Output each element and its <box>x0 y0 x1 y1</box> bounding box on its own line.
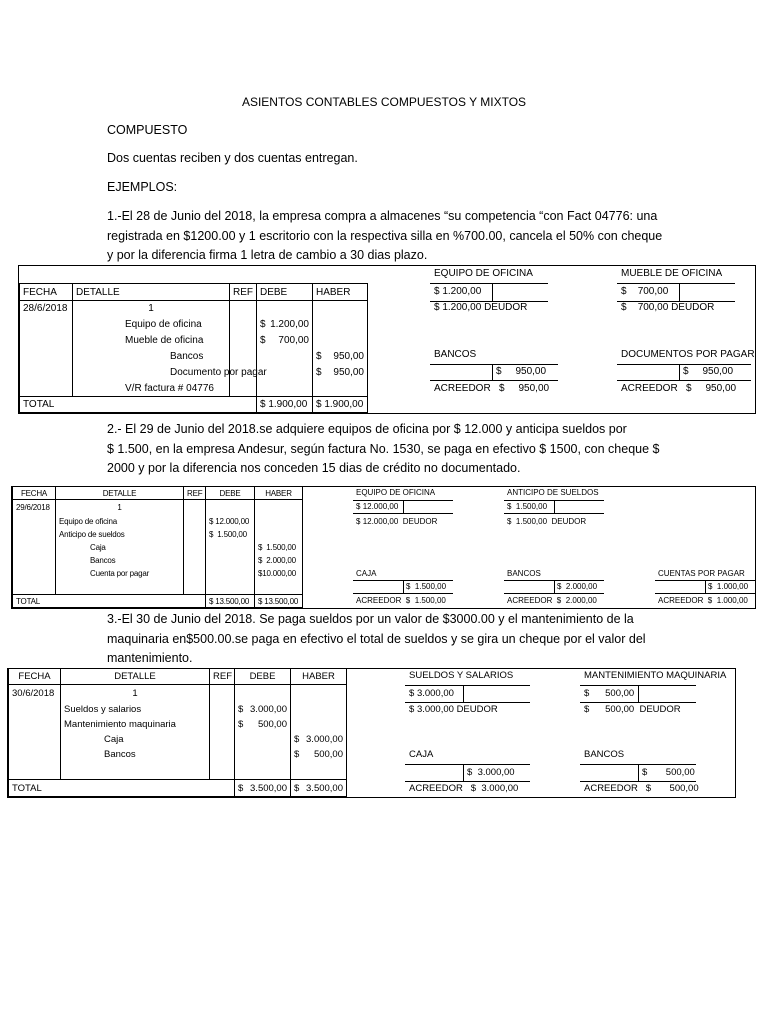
currency-sign: $ <box>499 383 505 394</box>
debe-value: 3.000,00 <box>250 703 287 715</box>
col-detalle: DETALLE <box>56 487 184 500</box>
debit-value: 1.200,00 <box>442 286 482 297</box>
currency-sign: $ <box>584 688 590 699</box>
balance-value: 12.000,00 <box>362 517 399 526</box>
debit-value: 3.000,00 <box>416 688 454 699</box>
entry-date: 30/6/2018 <box>9 685 61 702</box>
taccount-cuentas-por-pagar <box>655 569 755 609</box>
detalle-cell: Documento por pagar <box>73 365 230 381</box>
debe-value: 12.000,00 <box>215 516 250 526</box>
debit-value: 1.500,00 <box>515 502 548 511</box>
currency-sign: $ <box>409 688 415 699</box>
currency-sign: $ <box>507 517 512 526</box>
currency-sign: $ <box>621 286 627 297</box>
currency-sign: $ <box>434 286 440 297</box>
balance-side: ACREEDOR <box>658 596 704 605</box>
definition-text: Dos cuentas reciben y dos cuentas entregan. <box>107 151 358 165</box>
balance-value: 1.000,00 <box>716 596 748 605</box>
col-ref: REF <box>230 284 257 301</box>
currency-sign: $ <box>356 502 361 511</box>
currency-sign: $ <box>556 596 562 605</box>
col-debe: DEBE <box>206 487 255 500</box>
detalle-cell: Equipo de oficina <box>73 317 230 333</box>
total-label: TOTAL <box>13 595 206 608</box>
currency-sign: $ <box>260 319 266 330</box>
col-detalle: DETALLE <box>73 284 230 301</box>
example-3-line: maquinaria en$500.00.se paga en efectivo el total de sueldos y se gira un cheque por el valor del <box>107 631 646 646</box>
taccount-bancos <box>430 349 580 399</box>
total-haber: $ 13.500,00 <box>255 595 303 608</box>
balance-value: 950,00 <box>518 383 550 394</box>
col-ref: REF <box>210 669 235 685</box>
page-title: ASIENTOS CONTABLES COMPUESTOS Y MIXTOS <box>241 95 527 109</box>
detalle-cell: Caja <box>61 732 210 747</box>
vr-note: V/R factura # 04776 <box>73 381 230 397</box>
journal-table-2 <box>12 486 303 608</box>
col-fecha: FECHA <box>9 669 61 685</box>
currency-sign: $ <box>209 516 214 526</box>
currency-sign: $ <box>584 704 590 715</box>
currency-sign: $ <box>209 529 214 539</box>
example-1-line: y por la diferencia firma 1 letra de cambio a 30 dias plazo. <box>107 248 428 262</box>
total-label: TOTAL <box>20 397 257 413</box>
haber-value: 2.000,00 <box>266 555 296 565</box>
example-3-line: mantenimiento. <box>107 651 193 665</box>
debe-value: 1.500,00 <box>217 529 247 539</box>
example-3-text <box>107 610 646 669</box>
currency-sign: $ <box>405 596 411 605</box>
currency-sign: $ <box>406 582 411 591</box>
haber-value: 1.500,00 <box>266 542 296 552</box>
col-fecha: FECHA <box>20 284 73 301</box>
currency-sign: $ <box>496 366 502 377</box>
currency-sign: $ <box>294 748 300 760</box>
taccount-title: CUENTAS POR PAGAR <box>658 569 745 578</box>
currency-sign: $ <box>409 704 415 715</box>
balance-value: 1.200,00 <box>442 302 482 313</box>
taccount-bancos-3 <box>580 749 732 797</box>
detalle-cell: Caja <box>56 541 184 554</box>
taccount-title: ANTICIPO DE SUELDOS <box>507 488 599 497</box>
debit-value: 12.000,00 <box>362 502 399 511</box>
total-haber: 3.500,00 <box>306 782 343 794</box>
detalle-cell: Mueble de oficina <box>73 333 230 349</box>
entry-date: 28/6/2018 <box>20 301 73 317</box>
total-debe: $ 1.900,00 <box>257 397 313 413</box>
balance-side: ACREEDOR <box>621 383 678 394</box>
credit-value: 950,00 <box>515 366 547 377</box>
balance-side: ACREEDOR <box>507 596 553 605</box>
total-debe: $ 13.500,00 <box>206 595 255 608</box>
col-debe: DEBE <box>235 669 291 685</box>
taccount-title: MANTENIMIENTO MAQUINARIA <box>584 670 727 681</box>
balance-value: 500,00 <box>669 783 699 794</box>
currency-sign: $ <box>258 568 263 578</box>
col-haber: HABER <box>313 284 368 301</box>
total-label: TOTAL <box>9 780 235 797</box>
haber-value: 950,00 <box>333 367 364 378</box>
taccount-mantenimiento-maquinaria <box>580 670 732 722</box>
currency-sign: $ <box>294 733 300 745</box>
haber-value: 3.000,00 <box>306 733 343 745</box>
journal-table-1 <box>19 283 368 413</box>
entry-number: 1 <box>73 301 230 317</box>
currency-sign: $ <box>260 335 266 346</box>
example-2-text <box>107 420 659 479</box>
currency-sign: $ <box>258 555 263 565</box>
total-debe: 3.500,00 <box>250 782 287 794</box>
debe-value: 700,00 <box>278 335 309 346</box>
taccount-title: BANCOS <box>584 749 625 760</box>
debit-value: 500,00 <box>605 688 635 699</box>
taccount-bancos-2 <box>504 569 614 609</box>
currency-sign: $ <box>238 703 244 715</box>
taccount-title: MUEBLE DE OFICINA <box>621 268 723 279</box>
currency-sign: $ <box>316 351 322 362</box>
balance-value: 3.000,00 <box>481 783 519 794</box>
detalle-cell: Mantenimiento maquinaria <box>61 717 210 732</box>
currency-sign: $ <box>686 383 692 394</box>
example-2-line: 2.- El 29 de Junio del 2018.se adquiere equipos de oficina por $ 12.000 y anticipa sueldos por <box>107 422 627 436</box>
taccount-title: DOCUMENTOS POR PAGAR <box>621 349 755 360</box>
taccount-equipo-oficina <box>430 268 580 328</box>
currency-sign: $ <box>467 767 473 778</box>
currency-sign: $ <box>683 366 689 377</box>
currency-sign: $ <box>507 502 512 511</box>
credit-value: 2.000,00 <box>565 582 598 591</box>
journal-table-3 <box>8 668 347 797</box>
col-detalle: DETALLE <box>61 669 210 685</box>
currency-sign: $ <box>316 367 322 378</box>
balance-side: ACREEDOR <box>584 783 638 794</box>
currency-sign: $ <box>621 302 627 313</box>
taccount-equipo-oficina-2 <box>353 488 463 530</box>
taccount-title: SUELDOS Y SALARIOS <box>409 670 514 681</box>
credit-value: 1.000,00 <box>716 582 749 591</box>
entry-date: 29/6/2018 <box>13 500 56 515</box>
currency-sign: $ <box>434 302 440 313</box>
taccount-sueldos-salarios <box>405 670 545 722</box>
currency-sign: $ <box>645 783 652 794</box>
example-2-line: $ 1.500, en la empresa Andesur, según factura No. 1530, se paga en efectivo $ 1500, con cheque $ <box>107 441 660 456</box>
credit-value: 3.000,00 <box>477 767 515 778</box>
taccount-title: CAJA <box>409 749 434 760</box>
balance-value: 500,00 <box>605 704 635 715</box>
currency-sign: $ <box>294 782 300 794</box>
taccount-title: EQUIPO DE OFICINA <box>434 268 533 279</box>
taccount-title: BANCOS <box>434 349 477 360</box>
haber-value: 10.000,00 <box>262 568 297 578</box>
detalle-cell: Bancos <box>61 747 210 762</box>
balance-side: ACREEDOR <box>356 596 402 605</box>
taccount-caja-3 <box>405 749 545 797</box>
currency-sign: $ <box>258 542 263 552</box>
taccount-title: BANCOS <box>507 569 541 578</box>
currency-sign: $ <box>470 783 477 794</box>
balance-side: DEUDOR <box>456 704 498 715</box>
credit-value: 950,00 <box>702 366 734 377</box>
entry-number: 1 <box>61 685 210 702</box>
ejemplos-heading: EJEMPLOS: <box>107 180 178 194</box>
detalle-cell: Anticipo de sueldos <box>56 528 184 541</box>
taccount-mueble-oficina <box>617 268 755 328</box>
balance-value: 2.000,00 <box>565 596 597 605</box>
currency-sign: $ <box>707 596 713 605</box>
credit-value: 1.500,00 <box>414 582 447 591</box>
detalle-cell: Sueldos y salarios <box>61 702 210 717</box>
example-1-line: registrada en $1200.00 y 1 escritorio con la respectiva silla en %700.00, cancela el 50% con cheque <box>107 228 663 243</box>
detalle-cell: Bancos <box>56 554 184 567</box>
debe-value: 1.200,00 <box>270 319 309 330</box>
taccount-caja-2 <box>353 569 463 609</box>
balance-side: DEUDOR <box>639 704 681 715</box>
entry-number: 1 <box>56 500 184 515</box>
balance-side: ACREEDOR <box>434 383 491 394</box>
col-haber: HABER <box>291 669 347 685</box>
currency-sign: $ <box>557 582 562 591</box>
debit-value: 700,00 <box>637 286 669 297</box>
example-3-line: 3.-El 30 de Junio del 2018. Se paga sueldos por un valor de $3000.00 y el mantenimiento de la <box>107 612 634 626</box>
col-haber: HABER <box>255 487 303 500</box>
section-compuesto: COMPUESTO <box>107 123 188 137</box>
example-1-text <box>107 207 662 266</box>
debe-value: 500,00 <box>257 718 287 730</box>
balance-value: 950,00 <box>705 383 737 394</box>
taccount-anticipo-sueldos <box>504 488 614 530</box>
balance-side: DEUDOR <box>551 517 587 526</box>
taccount-documentos-por-pagar <box>617 349 755 399</box>
haber-value: 500,00 <box>313 748 343 760</box>
currency-sign: $ <box>642 767 648 778</box>
balance-value: 1.500,00 <box>414 596 446 605</box>
detalle-cell: Equipo de oficina <box>56 515 184 528</box>
taccount-title: EQUIPO DE OFICINA <box>356 488 436 497</box>
balance-value: 700,00 <box>637 302 669 313</box>
col-ref: REF <box>184 487 206 500</box>
balance-value: 1.500,00 <box>515 517 548 526</box>
example-1-line: 1.-El 28 de Junio del 2018, la empresa compra a almacenes “su competencia “con Fact 04776: una <box>107 209 658 223</box>
balance-side: DEUDOR <box>402 517 438 526</box>
currency-sign: $ <box>238 718 244 730</box>
credit-value: 500,00 <box>665 767 695 778</box>
balance-side: ACREEDOR <box>409 783 463 794</box>
currency-sign: $ <box>708 582 713 591</box>
col-fecha: FECHA <box>13 487 56 500</box>
total-haber: $ 1.900,00 <box>313 397 368 413</box>
example-2-line: 2000 y por la diferencia nos conceden 15 dias de crédito no documentado. <box>107 461 521 475</box>
balance-value: 3.000,00 <box>416 704 454 715</box>
currency-sign: $ <box>356 517 361 526</box>
detalle-cell: Bancos <box>73 349 230 365</box>
haber-value: 950,00 <box>333 351 364 362</box>
col-debe: DEBE <box>257 284 313 301</box>
detalle-cell: Cuenta por pagar <box>56 567 184 580</box>
currency-sign: $ <box>238 782 244 794</box>
taccount-title: CAJA <box>356 569 377 578</box>
balance-side: DEUDOR <box>671 302 715 313</box>
balance-side: DEUDOR <box>484 302 528 313</box>
